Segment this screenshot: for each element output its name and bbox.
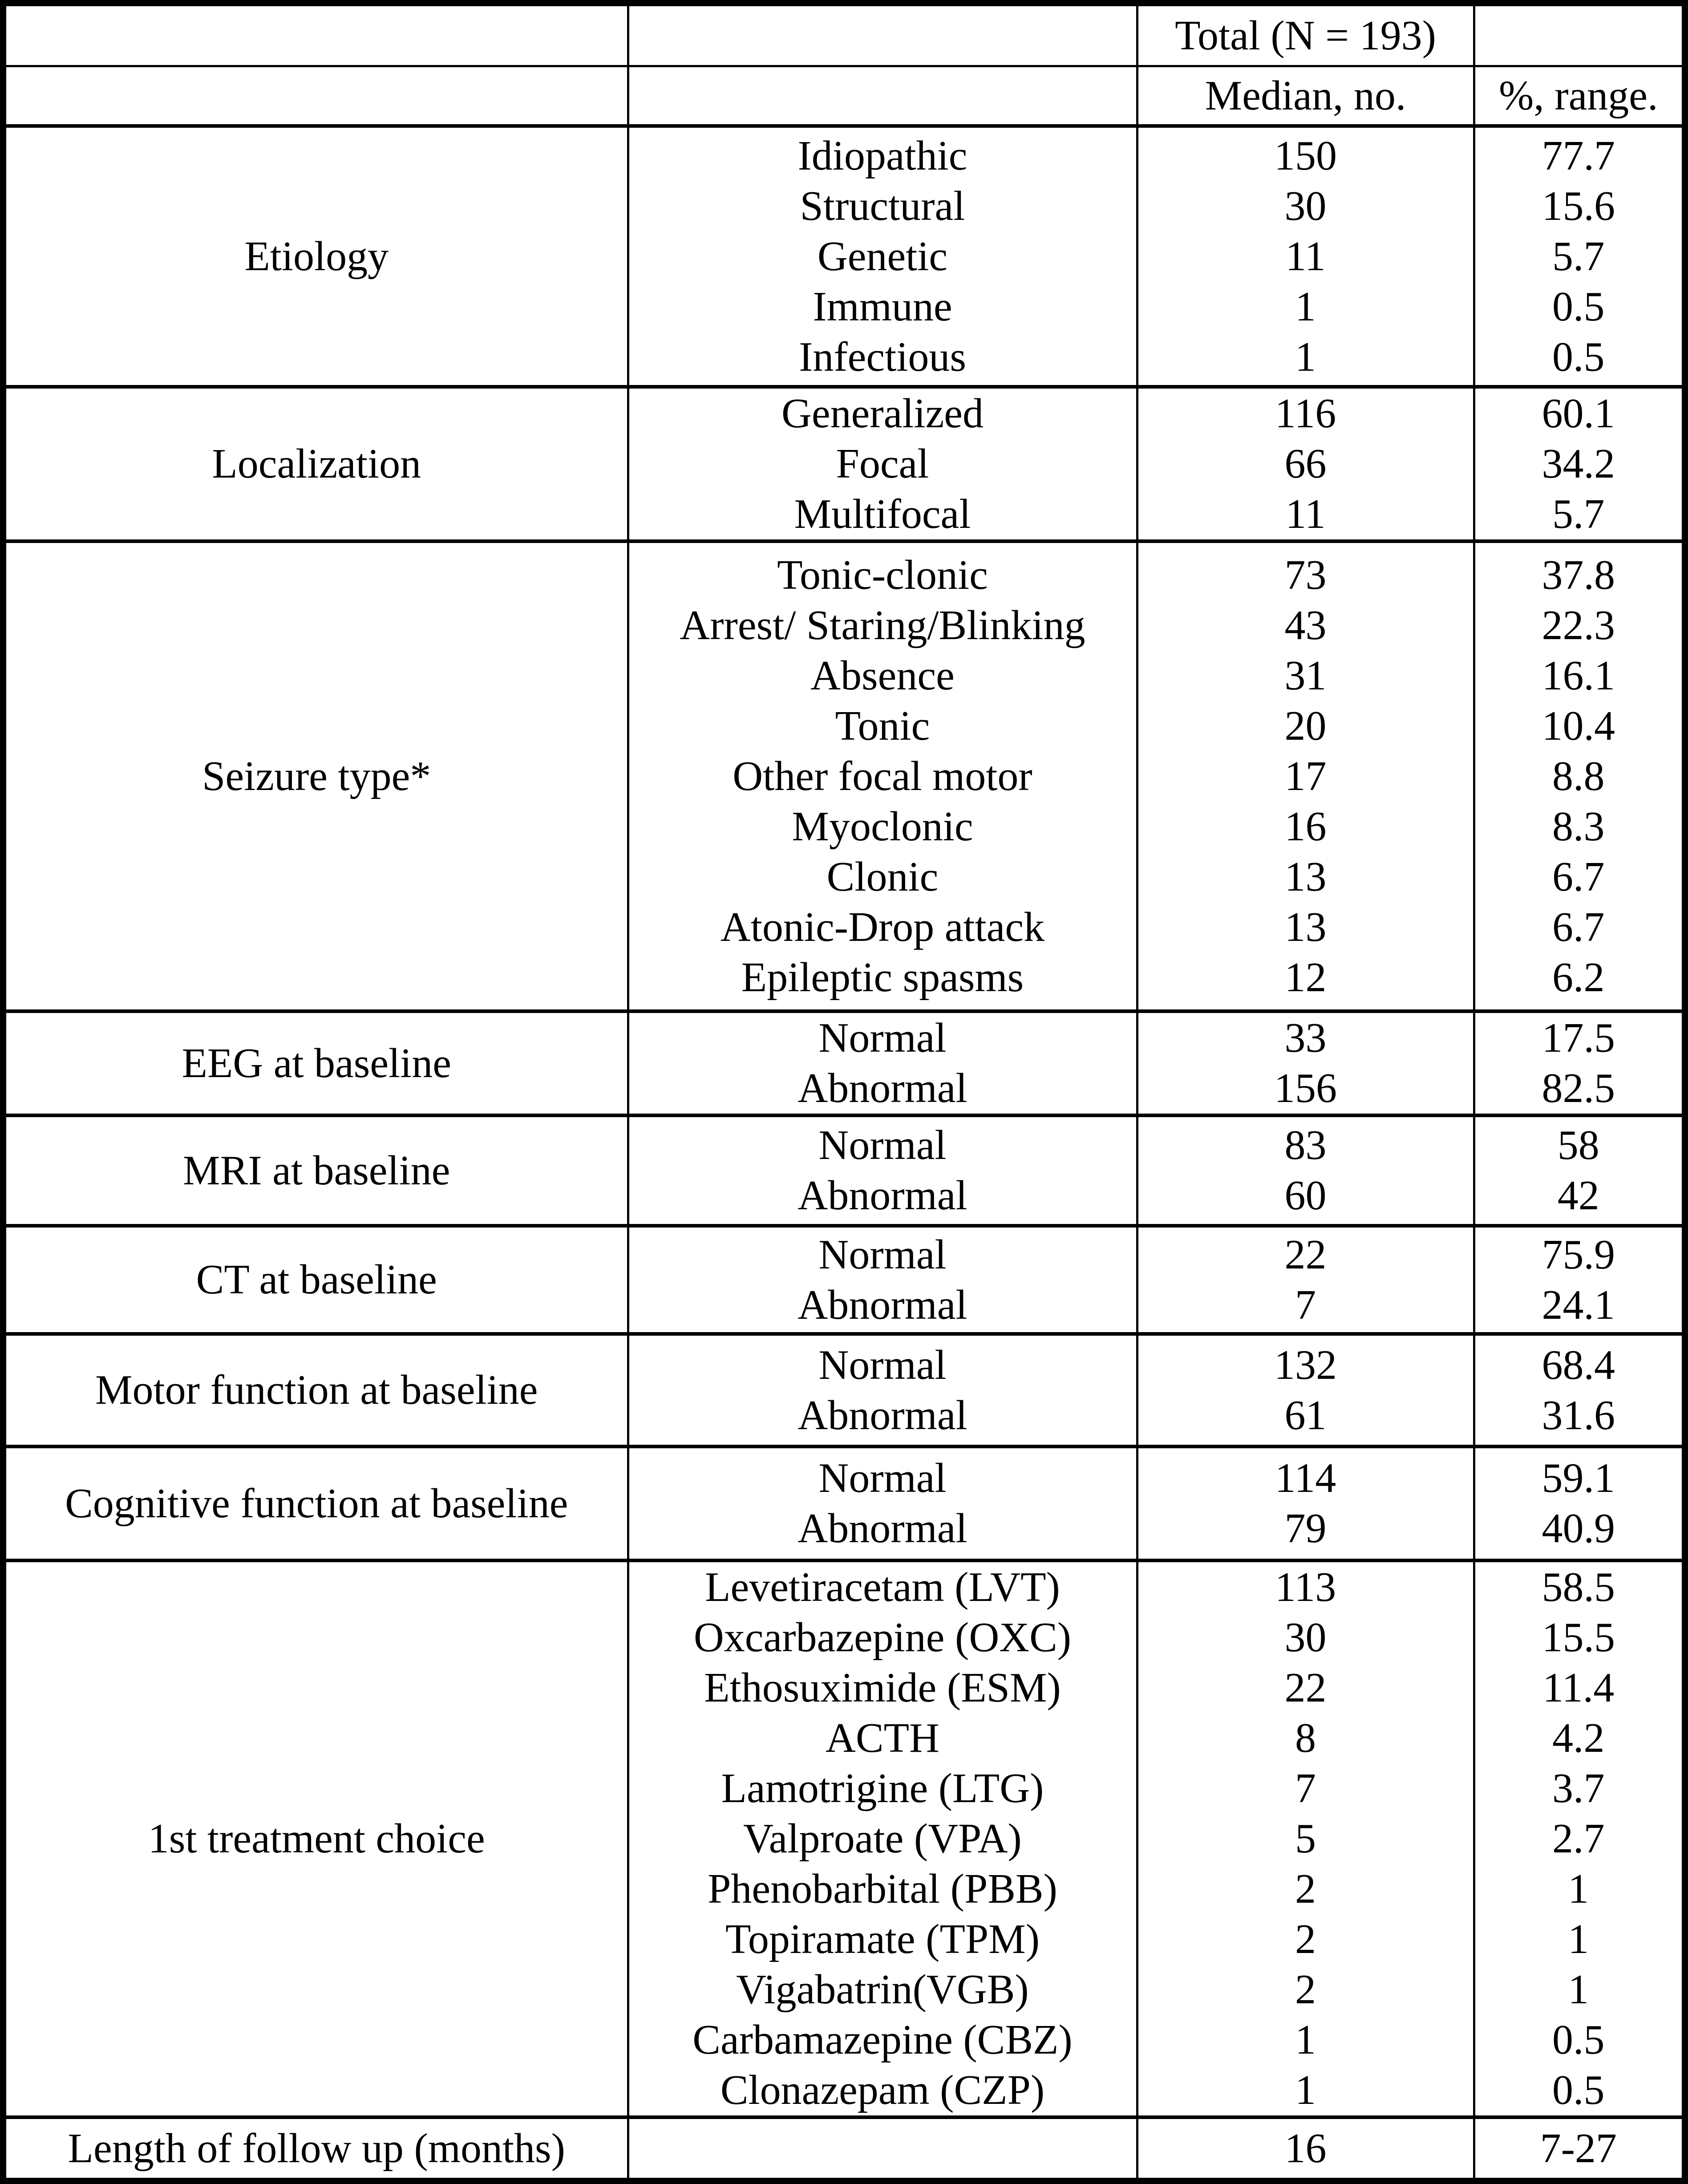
section-row: [3, 1447, 1685, 1560]
item-count: 8: [1295, 1715, 1316, 1761]
item-label-cell: [628, 1560, 1137, 2117]
section-label-cell: [3, 1447, 628, 1560]
item-label: Normal: [818, 1015, 947, 1061]
item-label: Tonic: [835, 702, 930, 749]
item-count: 30: [1284, 182, 1327, 229]
item-label: Valproate (VPA): [743, 1815, 1022, 1862]
section-label-cell: [3, 387, 628, 541]
item-percent: 0.5: [1552, 2017, 1605, 2063]
item-percent: 34.2: [1542, 441, 1615, 487]
item-label: Phenobarbital (PBB): [708, 1866, 1057, 1912]
item-label: Structural: [800, 182, 965, 229]
item-label: ACTH: [826, 1715, 939, 1761]
header-cell-col4: [1474, 66, 1685, 126]
section-row: [3, 387, 1685, 541]
item-label: Lamotrigine (LTG): [721, 1765, 1044, 1811]
item-label: Clonazepam (CZP): [720, 2067, 1045, 2113]
item-label: Vigabatrin(VGB): [736, 1966, 1029, 2013]
header-cell-col3: [1137, 3, 1474, 66]
item-percent: 22.3: [1542, 602, 1615, 648]
item-count-cell: [1137, 1226, 1474, 1334]
header-cell-col1: [3, 3, 628, 66]
section-row: [3, 541, 1685, 1011]
item-count: 79: [1284, 1505, 1327, 1552]
item-percent-cell: [1474, 126, 1685, 387]
item-label: Atonic-Drop attack: [720, 904, 1045, 950]
item-percent: 11.4: [1542, 1665, 1615, 1711]
item-percent-cell: [1474, 1560, 1685, 2117]
item-percent: 0.5: [1552, 2067, 1605, 2113]
section-label-cell: [3, 541, 628, 1011]
item-count: 22: [1284, 1231, 1327, 1278]
item-label-cell: [628, 1447, 1137, 1560]
item-count: 31: [1284, 652, 1327, 699]
item-count: 61: [1284, 1392, 1327, 1438]
item-label: Carbamazepine (CBZ): [692, 2017, 1073, 2063]
item-label-cell: [628, 1226, 1137, 1334]
item-count: 113: [1275, 1564, 1336, 1610]
item-label: Oxcarbazepine (OXC): [693, 1614, 1072, 1661]
section-label-cell: [3, 126, 628, 387]
item-count-cell: [1137, 1447, 1474, 1560]
item-percent: 60.1: [1542, 390, 1615, 437]
section-label: Motor function at baseline: [95, 1367, 538, 1413]
item-percent: 24.1: [1542, 1281, 1615, 1328]
item-percent: 0.5: [1552, 333, 1605, 380]
header-cell-col1: [3, 66, 628, 126]
section-row: [3, 1560, 1685, 2117]
item-count-cell: [1137, 1115, 1474, 1226]
item-label-cell: [628, 1011, 1137, 1115]
section-label-cell: [3, 2117, 628, 2181]
section-label-cell: [3, 1115, 628, 1226]
item-count: 13: [1284, 853, 1327, 900]
section-label: MRI at baseline: [183, 1147, 450, 1194]
item-count-cell: [1137, 1334, 1474, 1447]
item-percent: 8.8: [1552, 753, 1605, 799]
item-count: 116: [1275, 390, 1336, 437]
header-label: %, range.: [1498, 72, 1658, 119]
item-label: Idiopathic: [797, 132, 967, 179]
section-row: [3, 1226, 1685, 1334]
item-percent: 3.7: [1552, 1765, 1605, 1811]
header-row2: [3, 66, 1685, 126]
item-label: Arrest/ Staring/Blinking: [680, 602, 1085, 648]
item-percent: 75.9: [1542, 1231, 1615, 1278]
item-count: 114: [1275, 1455, 1336, 1501]
item-percent-cell: [1474, 541, 1685, 1011]
item-count: 150: [1274, 132, 1337, 179]
section-label: Cognitive function at baseline: [65, 1480, 568, 1527]
item-count: 30: [1284, 1614, 1327, 1661]
item-percent: 68.4: [1542, 1341, 1615, 1388]
item-label: Abnormal: [797, 1392, 967, 1438]
item-percent: 5.7: [1552, 233, 1605, 280]
item-count-cell: [1137, 126, 1474, 387]
section-label: Localization: [212, 441, 421, 487]
section-label-cell: [3, 1334, 628, 1447]
item-label-cell: [628, 387, 1137, 541]
section-label: Seizure type*: [202, 753, 431, 799]
header-cell-col2: [628, 66, 1137, 126]
item-label: Generalized: [781, 390, 984, 437]
item-percent-cell: [1474, 387, 1685, 541]
item-count: 20: [1284, 702, 1327, 749]
header-cell-col4: [1474, 3, 1685, 66]
item-label: Multifocal: [794, 491, 971, 537]
item-count: 7: [1295, 1765, 1316, 1811]
item-label: Epileptic spasms: [741, 954, 1024, 1001]
item-percent: 77.7: [1542, 132, 1615, 179]
item-label: Absence: [810, 652, 955, 699]
item-percent: 16.1: [1542, 652, 1615, 699]
item-label-cell: [628, 541, 1137, 1011]
item-label: Tonic-clonic: [777, 551, 988, 598]
item-label: Myoclonic: [792, 803, 973, 850]
item-count-cell: [1137, 2117, 1474, 2181]
section-row: [3, 1011, 1685, 1115]
item-count-cell: [1137, 541, 1474, 1011]
header-cell-col3: [1137, 66, 1474, 126]
item-percent: 1: [1568, 1866, 1589, 1912]
item-label: Abnormal: [797, 1505, 967, 1552]
item-count: 132: [1274, 1341, 1337, 1388]
item-count: 17: [1284, 753, 1327, 799]
section-row: [3, 126, 1685, 387]
item-label: Abnormal: [797, 1172, 967, 1219]
item-count: 7: [1295, 1281, 1316, 1328]
item-percent-cell: [1474, 1447, 1685, 1560]
item-percent: 2.7: [1552, 1815, 1605, 1862]
item-percent-cell: [1474, 1011, 1685, 1115]
item-count: 1: [1295, 283, 1316, 330]
item-count: 43: [1284, 602, 1327, 648]
item-count-cell: [1137, 1011, 1474, 1115]
item-count: 156: [1274, 1065, 1337, 1111]
item-label: Normal: [818, 1231, 947, 1278]
section-label: 1st treatment choice: [148, 1815, 485, 1862]
item-count: 66: [1284, 441, 1327, 487]
item-count: 11: [1285, 491, 1326, 537]
item-label: Levetiracetam (LVT): [705, 1564, 1060, 1610]
item-percent: 6.7: [1552, 904, 1605, 950]
section-label: CT at baseline: [196, 1256, 437, 1303]
item-label: Abnormal: [797, 1065, 967, 1111]
item-percent: 40.9: [1542, 1505, 1615, 1552]
item-percent: 6.7: [1552, 853, 1605, 900]
item-label-cell: [628, 1334, 1137, 1447]
item-label: Topiramate (TPM): [725, 1916, 1040, 1962]
item-percent: 6.2: [1552, 954, 1605, 1001]
item-label: Focal: [836, 441, 929, 487]
item-count: 12: [1284, 954, 1327, 1001]
item-percent-cell: [1474, 1334, 1685, 1447]
section-label-cell: [3, 1011, 628, 1115]
item-percent: 0.5: [1552, 283, 1605, 330]
item-percent-cell: [1474, 1115, 1685, 1226]
item-count: 33: [1284, 1015, 1327, 1061]
item-label-cell: [628, 1115, 1137, 1226]
item-label: Infectious: [799, 333, 966, 380]
item-count: 1: [1295, 2067, 1316, 2113]
item-label: Immune: [813, 283, 952, 330]
section-label-cell: [3, 1226, 628, 1334]
item-count: 73: [1284, 551, 1327, 598]
item-percent: 7-27: [1540, 2125, 1617, 2172]
item-count: 60: [1284, 1172, 1327, 1219]
section-label: Etiology: [244, 233, 389, 280]
header-row1: [3, 3, 1685, 66]
header-label: Total (N = 193): [1175, 12, 1436, 59]
item-label-cell: [628, 126, 1137, 387]
section-label-cell: [3, 1560, 628, 2117]
item-count: 13: [1284, 904, 1327, 950]
header-label: Median, no.: [1205, 72, 1406, 119]
item-count: 5: [1295, 1815, 1316, 1862]
item-percent: 82.5: [1542, 1065, 1615, 1111]
item-count: 11: [1285, 233, 1326, 280]
item-percent: 8.3: [1552, 803, 1605, 850]
item-percent: 58.5: [1542, 1564, 1615, 1610]
item-count: 2: [1295, 1966, 1316, 2013]
section-label: EEG at baseline: [182, 1040, 452, 1086]
item-label: Clonic: [826, 853, 939, 900]
item-count: 16: [1284, 2125, 1327, 2172]
item-label: Other focal motor: [733, 753, 1032, 799]
item-label: Genetic: [817, 233, 948, 280]
item-percent: 31.6: [1542, 1392, 1615, 1438]
item-percent: 4.2: [1552, 1715, 1605, 1761]
item-label: Abnormal: [797, 1281, 967, 1328]
section-row: [3, 1334, 1685, 1447]
item-percent: 42: [1557, 1172, 1599, 1219]
item-count: 1: [1295, 333, 1316, 380]
item-count: 16: [1284, 803, 1327, 850]
section-row: [3, 2117, 1685, 2181]
item-count: 1: [1295, 2017, 1316, 2063]
item-percent: 10.4: [1542, 702, 1615, 749]
item-count: 83: [1284, 1122, 1327, 1168]
item-count: 2: [1295, 1916, 1316, 1962]
item-percent: 15.5: [1542, 1614, 1615, 1661]
item-percent: 58: [1557, 1122, 1599, 1168]
item-label: Normal: [818, 1341, 947, 1388]
item-percent: 37.8: [1542, 551, 1615, 598]
item-percent: 59.1: [1542, 1455, 1615, 1501]
item-count: 22: [1284, 1665, 1327, 1711]
item-percent: 1: [1568, 1916, 1589, 1962]
item-label-cell: [628, 2117, 1137, 2181]
item-count-cell: [1137, 387, 1474, 541]
header-cell-col2: [628, 3, 1137, 66]
item-percent-cell: [1474, 2117, 1685, 2181]
item-label: Ethosuximide (ESM): [704, 1665, 1061, 1711]
section-row: [3, 1115, 1685, 1226]
item-count-cell: [1137, 1560, 1474, 2117]
item-percent: 17.5: [1542, 1015, 1615, 1061]
section-label: Length of follow up (months): [68, 2125, 565, 2172]
item-percent: 5.7: [1552, 491, 1605, 537]
item-label: Normal: [818, 1455, 947, 1501]
item-percent: 15.6: [1542, 182, 1615, 229]
item-percent-cell: [1474, 1226, 1685, 1334]
item-count: 2: [1295, 1866, 1316, 1912]
item-label: Normal: [818, 1122, 947, 1168]
item-percent: 1: [1568, 1966, 1589, 2013]
